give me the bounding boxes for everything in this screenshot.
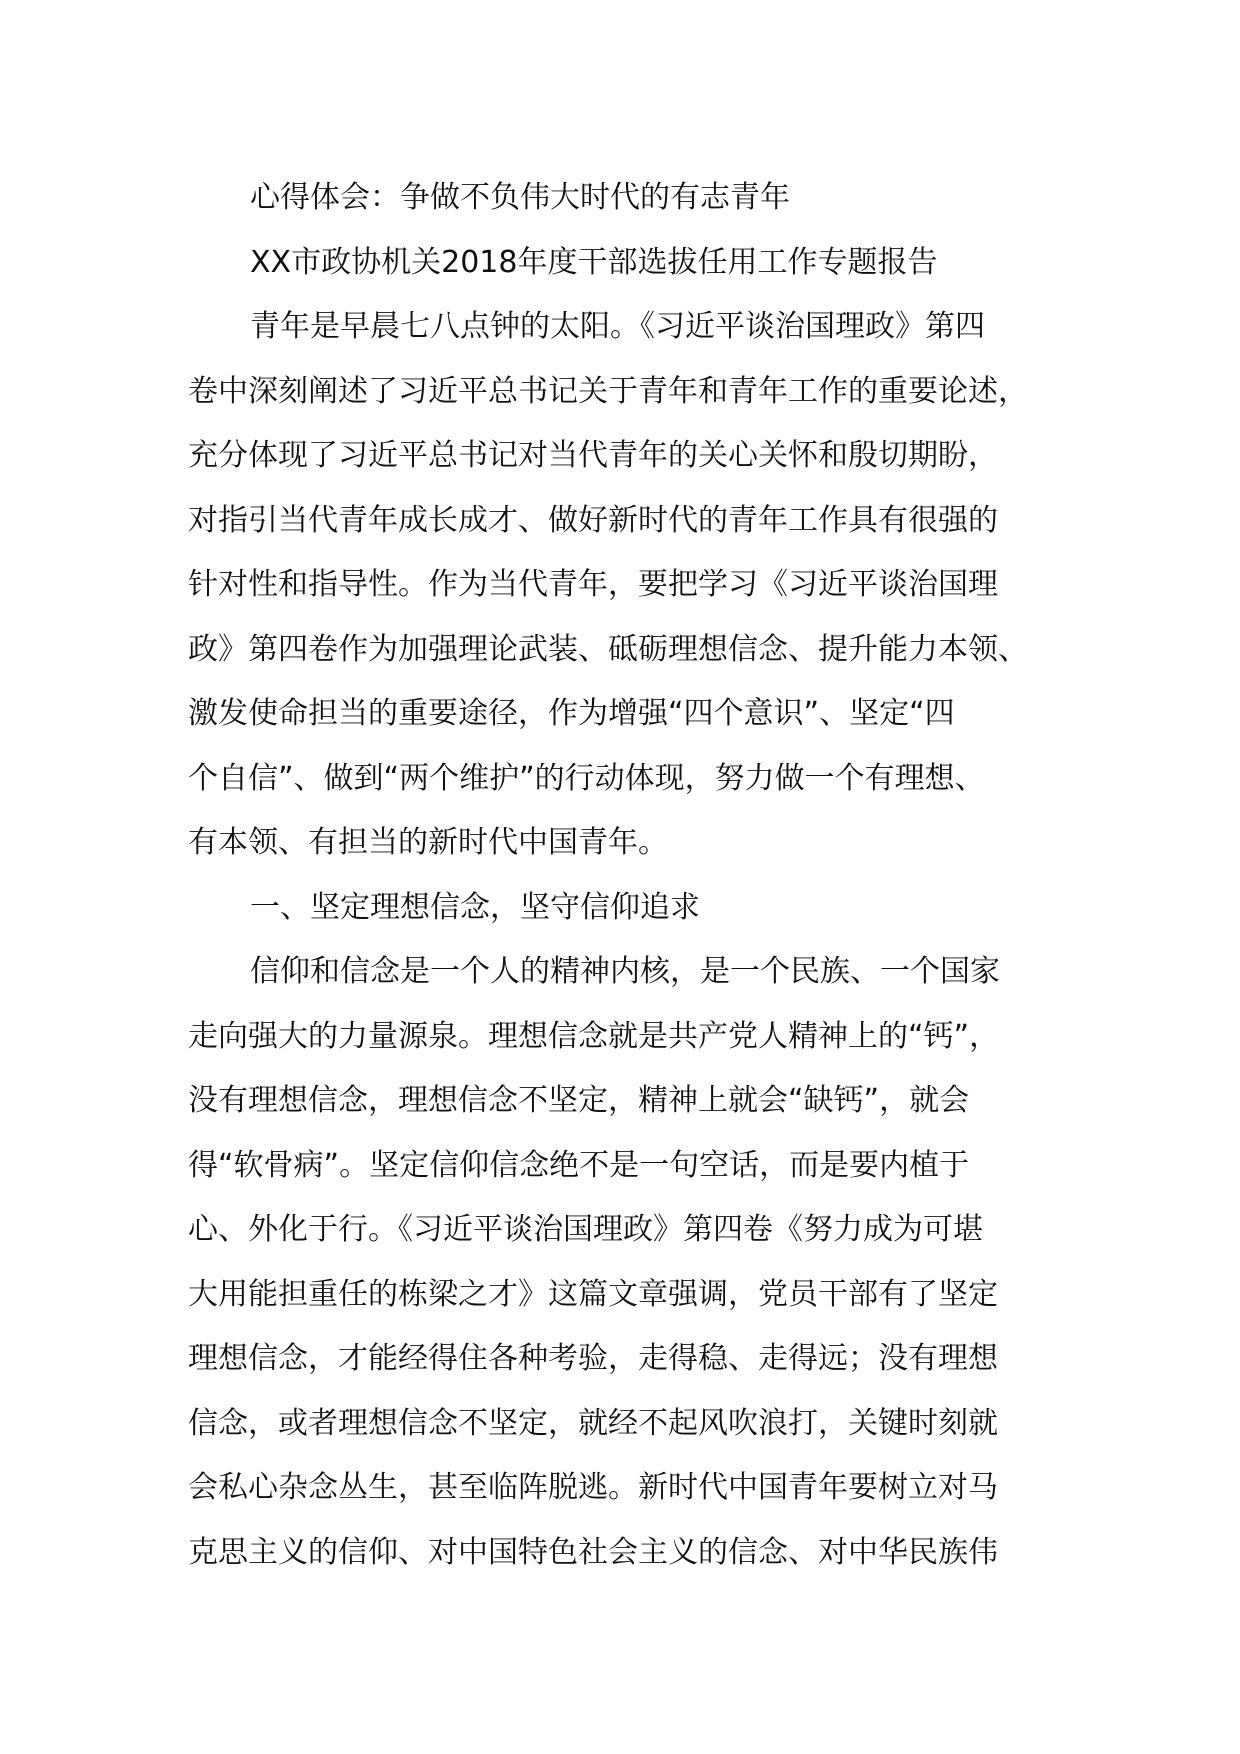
paragraph-1-line: 对指引当代青年成长成才、做好新时代的青年工作具有很强的 (188, 502, 998, 538)
paragraph-1-line: 有本领、有担当的新时代中国青年。 (188, 825, 668, 860)
document-body (188, 166, 1088, 1585)
paragraph-2-line: 信念，或者理想信念不坚定，就经不起风吹浪打，关键时刻就 (188, 1405, 998, 1441)
paragraph-2-line: 会私心杂念丛生，甚至临阵脱逃。新时代中国青年要树立对马 (188, 1470, 998, 1505)
paragraph-1-line: 青年是早晨七八点钟的太阳。《习近平谈治国理政》第四 (250, 309, 985, 344)
document-subtitle: XX市政协机关2018年度干部选拔任用工作专题报告 (250, 244, 938, 280)
document-title: 心得体会：争做不负伟大时代的有志青年 (250, 180, 790, 215)
paragraph-2-line: 走向强大的力量源泉。理想信念就是共产党人精神上的“钙”， (188, 1018, 1000, 1054)
paragraph-2-line: 没有理想信念，理想信念不坚定，精神上就会“缺钙”，就会 (188, 1083, 970, 1118)
section-1-heading: 一、坚定理想信念，坚守信仰追求 (250, 889, 700, 925)
paragraph-2-line: 理想信念，才能经得住各种考验，走得稳、走得远；没有理想 (188, 1341, 998, 1376)
paragraph-2-line: 信仰和信念是一个人的精神内核，是一个民族、一个国家 (250, 954, 1000, 989)
paragraph-1-line: 卷中深刻阐述了习近平总书记关于青年和青年工作的重要论述， (188, 373, 1028, 409)
paragraph-1-line: 充分体现了习近平总书记对当代青年的关心关怀和殷切期盼， (188, 438, 998, 473)
paragraph-2-line: 得“软骨病”。坚定信仰信念绝不是一句空话，而是要内植于 (188, 1147, 970, 1183)
paragraph-1-line: 针对性和指导性。作为当代青年，要把学习《习近平谈治国理 (188, 567, 998, 602)
paragraph-1-line: 政》第四卷作为加强理论武装、砥砺理想信念、提升能力本领、 (188, 631, 1028, 667)
paragraph-2-line: 大用能担重任的栋梁之才》这篇文章强调，党员干部有了坚定 (188, 1276, 998, 1312)
paragraph-1-line: 个自信”、做到“两个维护”的行动体现，努力做一个有理想、 (188, 760, 985, 796)
paragraph-2-line: 心、外化于行。《习近平谈治国理政》第四卷《努力成为可堪 (188, 1212, 983, 1247)
paragraph-1-line: 激发使命担当的重要途径，作为增强“四个意识”、坚定“四 (188, 696, 955, 731)
paragraph-2-line: 克思主义的信仰、对中国特色社会主义的信念、对中华民族伟 (188, 1534, 998, 1570)
